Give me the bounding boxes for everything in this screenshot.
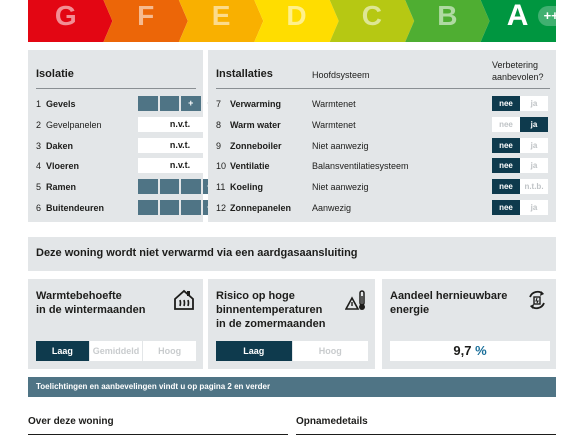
row-number: 9: [216, 140, 222, 151]
rating-segment-filled: [138, 179, 158, 194]
risico-widget: [208, 279, 375, 369]
risico-title: Risico op hoge binnentemperaturen in de zomermaanden: [216, 290, 326, 330]
verbetering-toggle: [492, 158, 548, 173]
installatie-label: Zonneboiler: [230, 140, 282, 151]
energy-class-letter: D: [286, 0, 307, 31]
energy-class-letter: G: [54, 0, 77, 31]
warmtebehoefte-scale: [36, 341, 196, 361]
row-number: 8: [216, 119, 222, 130]
risico-scale: [216, 341, 368, 361]
isolatie-value: n.v.t.: [138, 138, 222, 153]
energy-class-g: [28, 0, 103, 42]
verbetering-option: n.t.b.: [520, 179, 548, 194]
opnamedetails-heading: Opnamedetails: [296, 416, 368, 427]
hernieuwbaar-value-box: [390, 341, 550, 361]
row-number: 2: [36, 119, 42, 130]
rating-segment-filled: [138, 200, 158, 215]
scale-option-laag: Laag: [36, 341, 89, 361]
rating-segment-filled: [160, 179, 180, 194]
verbetering-option: ja: [520, 117, 548, 132]
gas-banner-text: Deze woning wordt niet verwarmd via een aardgasaansluiting: [36, 247, 358, 259]
verbetering-option: nee: [492, 138, 520, 153]
rating-segment-filled: [181, 200, 201, 215]
rating-segment-filled: [181, 179, 201, 194]
info-bar: Toelichtingen en aanbevelingen vindt u op pagina 2 en verder: [28, 377, 556, 397]
hernieuwbaar-widget: [382, 279, 556, 369]
installatie-row: [208, 96, 556, 112]
verbetering-option: nee: [492, 200, 520, 215]
installatie-label: Warm water: [230, 119, 281, 130]
renewable-energy-icon: [526, 289, 548, 311]
row-number: 6: [36, 203, 42, 213]
isolatie-row: [28, 179, 203, 195]
energy-class-b: [414, 0, 480, 42]
installatie-row: [208, 138, 556, 154]
row-number: 12: [216, 203, 227, 213]
over-deze-woning-heading: Over deze woning: [28, 416, 114, 427]
gas-banner: [28, 237, 556, 271]
hernieuwbaar-value: 9,7: [453, 343, 472, 358]
installatie-label: Verwarming: [230, 99, 282, 109]
verbetering-option: nee: [492, 117, 520, 132]
verbetering-option: nee: [492, 158, 520, 173]
scale-option-laag: Laag: [216, 341, 292, 361]
hoofdsysteem-header: Hoofdsysteem: [312, 70, 370, 80]
installatie-label: Zonnepanelen: [230, 203, 292, 213]
isolatie-label: Daken: [46, 140, 74, 151]
installaties-divider: [216, 88, 550, 89]
hoofdsysteem-value: Aanwezig: [312, 203, 352, 213]
hoofdsysteem-value: Balansventilatiesysteem: [312, 161, 409, 172]
hoofdsysteem-value: Warmtenet: [312, 99, 356, 109]
isolatie-row: [28, 200, 203, 216]
verbetering-toggle: [492, 179, 548, 194]
installatie-label: Ventilatie: [230, 161, 270, 172]
energy-class-letter: F: [137, 0, 155, 31]
thermometer-warning-icon: [345, 289, 367, 311]
isolatie-row: [28, 138, 203, 154]
verbetering-toggle: [492, 138, 548, 153]
warmtebehoefte-title: Warmtebehoefte in de wintermaanden: [36, 290, 146, 316]
warmtebehoefte-widget: [28, 279, 203, 369]
energy-class-plus-indicator: [538, 6, 584, 26]
hoofdsysteem-value: Warmtenet: [312, 119, 356, 130]
energy-class-letter: B: [437, 0, 458, 31]
verbetering-toggle: [492, 200, 548, 215]
energy-class-f: [112, 0, 178, 42]
installaties-title: Installaties: [216, 68, 273, 80]
row-number: 10: [216, 161, 227, 172]
energy-class-letter: E: [211, 0, 231, 31]
rating-segment-filled: [138, 96, 158, 111]
rating-segment-filled: +: [181, 96, 201, 111]
isolatie-value: n.v.t.: [138, 158, 222, 173]
installatie-row: [208, 158, 556, 174]
row-number: 5: [36, 182, 42, 193]
verbetering-header: Verbetering aanbevolen?: [492, 60, 544, 82]
isolatie-row: [28, 158, 203, 174]
hoofdsysteem-value: Niet aanwezig: [312, 140, 369, 151]
rating-segment-filled: [160, 200, 180, 215]
energy-label-strip: [28, 0, 574, 42]
verbetering-toggle: [492, 117, 548, 132]
isolatie-label: Vloeren: [46, 161, 80, 172]
energy-class-c: [339, 0, 405, 42]
verbetering-option: ja: [520, 96, 548, 111]
isolatie-label: Gevels: [46, 99, 76, 109]
isolatie-divider: [36, 88, 196, 89]
hoofdsysteem-value: Niet aanwezig: [312, 182, 369, 193]
scale-option-hoog: Hoog: [293, 341, 369, 361]
energy-class-letter: A: [506, 0, 529, 32]
installatie-row: [208, 179, 556, 195]
isolatie-label: Ramen: [46, 182, 77, 193]
isolatie-row: [28, 117, 203, 133]
installatie-row: [208, 200, 556, 216]
row-number: 4: [36, 161, 42, 172]
scale-option-gemiddeld: Gemiddeld: [90, 341, 143, 361]
isolatie-row: [28, 96, 203, 112]
isolatie-value: n.v.t.: [138, 117, 222, 132]
verbetering-option: nee: [492, 96, 520, 111]
verbetering-option: ja: [520, 200, 548, 215]
verbetering-toggle: [492, 96, 548, 111]
verbetering-option: ja: [520, 158, 548, 173]
isolatie-label: Gevelpanelen: [46, 119, 102, 130]
row-number: 1: [36, 99, 42, 109]
scale-option-hoog: Hoog: [143, 341, 196, 361]
isolatie-panel: [28, 50, 203, 222]
row-number: 11: [216, 182, 226, 193]
hernieuwbaar-unit: %: [475, 343, 487, 358]
opnamedetails-rule: [296, 434, 556, 435]
hernieuwbaar-title: Aandeel hernieuwbare energie: [390, 290, 508, 316]
verbetering-option: nee: [492, 179, 520, 194]
energy-class-d: [263, 0, 329, 42]
energy-class-a: [490, 0, 574, 42]
installatie-label: Koeling: [230, 182, 263, 193]
energy-class-letter: C: [361, 0, 383, 31]
house-heat-icon: [173, 289, 195, 311]
isolatie-label: Buitendeuren: [46, 203, 105, 213]
row-number: 7: [216, 99, 222, 109]
installaties-panel: [208, 50, 556, 222]
row-number: 3: [36, 140, 42, 151]
over-deze-woning-rule: [28, 434, 288, 435]
isolatie-title: Isolatie: [36, 68, 74, 80]
installatie-row: [208, 117, 556, 133]
energy-class-e: [188, 0, 254, 42]
plus-achieved: ++: [543, 8, 559, 23]
plus-not-achieved: ++: [558, 8, 574, 23]
rating-segment-filled: [160, 96, 180, 111]
verbetering-option: ja: [520, 138, 548, 153]
